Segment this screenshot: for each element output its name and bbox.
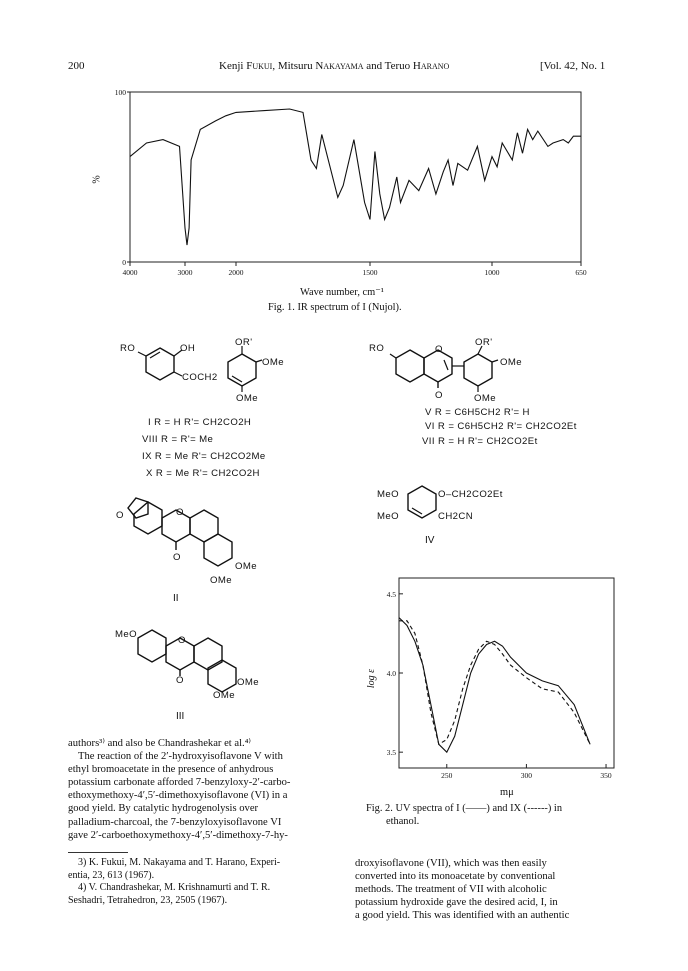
body-left-line: potassium carbonate afforded 7-benzyloxy-2′-carbo- xyxy=(68,777,291,789)
volume-label: [Vol. 42, No. 1 xyxy=(540,60,606,72)
body-left-line: authors³⁾ and also be Chandrashekar et al.⁴⁾ xyxy=(68,738,251,749)
iii-label: III xyxy=(176,711,185,722)
ir-x-tick-label: 1500 xyxy=(362,268,378,277)
uv-ylabel: log ε xyxy=(366,668,378,689)
uv-x-axis xyxy=(441,764,612,780)
tl-ro: RO xyxy=(120,343,136,354)
footnote-line: 3) K. Fukui, M. Nakayama and T. Harano, Experi- xyxy=(78,857,281,868)
tr-o-keto: O xyxy=(435,390,443,401)
uv-x-tick-label: 350 xyxy=(600,771,612,780)
tr-r1: V R = C6H5CH2 R'= H xyxy=(425,407,530,418)
footnote-rule xyxy=(68,852,128,853)
uv-x-tick-label: 250 xyxy=(441,771,453,780)
tl-r3: IX R = Me R'= CH2CO2Me xyxy=(142,451,266,462)
tl-ome1: OMe xyxy=(262,357,284,368)
tr-r3: VII R = H R'= CH2CO2Et xyxy=(422,436,538,447)
uv-plot-frame xyxy=(399,578,614,768)
ii-o2: O xyxy=(176,507,184,518)
iv-sub1: O–CH2CO2Et xyxy=(438,489,503,500)
uv-x-tick-label: 300 xyxy=(520,771,533,780)
uv-y-tick-label: 3.5 xyxy=(386,748,396,758)
tl-coch2: COCH2 xyxy=(182,372,218,383)
body-right-line: potassium hydroxide gave the desired acid, I, in xyxy=(355,897,558,909)
ii-o1: O xyxy=(116,510,124,521)
body-left-line: gave 2′-carboethoxymethoxy-4′,5′-dimethoxy-7-hy- xyxy=(68,829,288,841)
ir-ylabel: % xyxy=(91,175,103,184)
tl-r2: VIII R = R'= Me xyxy=(142,434,214,445)
tl-r1: I R = H R'= CH2CO2H xyxy=(148,417,252,428)
ir-x-tick-label: 4000 xyxy=(122,268,138,277)
tr-orp: OR' xyxy=(475,337,493,348)
tr-ome2: OMe xyxy=(474,393,496,404)
body-left-line: palladium-charcoal, the 7-benzyloxyisoflavone VI xyxy=(68,816,282,828)
tr-ro: RO xyxy=(369,343,385,354)
body-left-line: good yield. By catalytic hydrogenolysis over xyxy=(68,803,259,815)
ii-ome1: OMe xyxy=(235,561,257,572)
ir-y-tick-label: 100 xyxy=(114,88,126,97)
uv-series-line-ix xyxy=(399,621,590,745)
iv-label: IV xyxy=(425,535,435,546)
body-right-line: converted into its monoacetate by conventional xyxy=(355,871,556,883)
body-left-line: The reaction of the 2′-hydroxyisoflavone V with xyxy=(78,751,283,763)
ir-xlabel: Wave number, cm⁻¹ xyxy=(300,287,384,298)
ir-x-tick-label: 3000 xyxy=(177,268,193,277)
iv-meo2: MeO xyxy=(377,511,399,522)
author-3-sc: arano xyxy=(420,60,450,72)
body-left-line: ethyl bromoacetate in the presence of anhydrous xyxy=(68,764,274,776)
body-right-line: methods. The treatment of VII with alcoholic xyxy=(355,884,547,896)
iii-ome2: OMe xyxy=(213,690,235,701)
author-1: Kenji F xyxy=(219,60,253,72)
ii-label: II xyxy=(173,593,179,604)
uv-series xyxy=(399,618,590,753)
uv-xlabel: mμ xyxy=(500,787,514,798)
body-left-line: ethoxymethoxy-4′,5′-dimethoxyisoflavone (VI) in a xyxy=(68,790,288,802)
ir-y-tick-label: 0 xyxy=(122,258,126,267)
footnote-line: 4) V. Chandrashekar, M. Krishnamurti and T. R. xyxy=(78,882,271,893)
body-right-line: a good yield. This was identified with an authentic xyxy=(355,910,570,922)
iii-meo: MeO xyxy=(115,629,137,640)
uv-y-axis xyxy=(387,590,403,757)
uv-caption-1: Fig. 2. UV spectra of I (——) and IX (------) in xyxy=(366,803,563,814)
author-2-sc: akayama xyxy=(323,60,364,72)
body-right xyxy=(355,857,627,922)
ii-o3: O xyxy=(173,552,181,563)
footnote-line: Seshadri, Tetrahedron, 23, 2505 (1967). xyxy=(68,894,228,906)
body-right-line: droxyisoflavone (VII), which was then easily xyxy=(355,858,547,869)
ii-ome2: OMe xyxy=(210,575,232,586)
footnote-line: entia, 23, 613 (1967). xyxy=(68,869,155,881)
author-1-sc: ukui xyxy=(252,60,273,72)
body-left xyxy=(68,737,340,842)
tl-r4: X R = Me R'= CH2CO2H xyxy=(146,468,260,479)
tr-r2: VI R = C6H5CH2 R'= CH2CO2Et xyxy=(425,421,577,432)
page-number: 200 xyxy=(68,60,85,72)
footnotes xyxy=(68,857,340,907)
tl-ome2: OMe xyxy=(236,393,258,404)
iv-meo1: MeO xyxy=(377,489,399,500)
tr-ome1: OMe xyxy=(500,357,522,368)
ir-x-tick-label: 2000 xyxy=(228,268,244,277)
iii-o2: O xyxy=(176,675,184,686)
tr-o-ring: O xyxy=(435,344,443,355)
author-3: and Teruo H xyxy=(363,60,421,72)
ir-x-tick-label: 650 xyxy=(575,268,587,277)
iii-ome1: OMe xyxy=(237,677,259,688)
ir-caption: Fig. 1. IR spectrum of I (Nujol). xyxy=(268,302,402,313)
tl-oh: OH xyxy=(180,343,196,354)
uv-y-tick-label: 4.5 xyxy=(386,589,396,599)
iii-o1: O xyxy=(178,635,186,646)
tl-orp: OR' xyxy=(235,337,253,348)
uv-y-tick-label: 4.0 xyxy=(386,669,396,678)
iv-sub2: CH2CN xyxy=(438,511,474,522)
uv-caption-2: ethanol. xyxy=(386,816,420,827)
uv-series-line-i xyxy=(399,618,590,753)
author-2: , Mitsuru N xyxy=(272,60,324,72)
ir-x-tick-label: 1000 xyxy=(484,268,500,277)
